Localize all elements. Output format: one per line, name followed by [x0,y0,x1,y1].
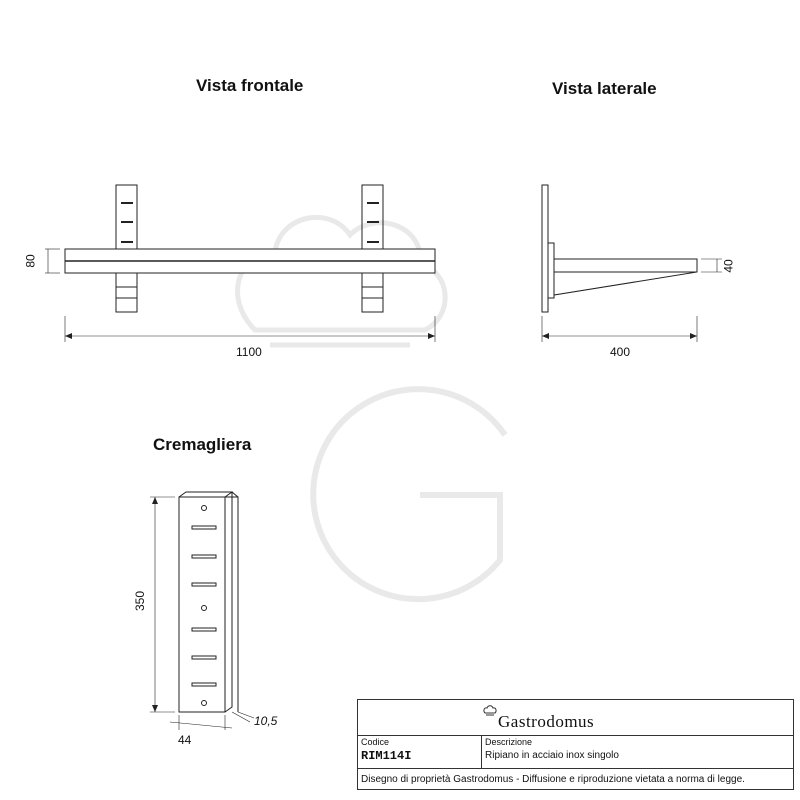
front-view [45,185,435,342]
copyright-notice: Disegno di proprietà Gastrodomus - Diffusione e riproduzione vietata a norma di legge. [361,774,745,785]
title-block-logo [358,700,793,736]
dim-front-width: 1100 [236,345,262,359]
code-value: RIM114I [361,749,412,763]
dim-rack-width: 44 [178,733,192,747]
rack-view-title: Cremagliera [153,435,252,454]
title-block-row [358,736,793,769]
side-view-title: Vista laterale [552,79,657,98]
description-value: Ripiano in acciaio inox singolo [485,750,619,761]
title-block [357,699,794,790]
watermark-logo [238,217,505,599]
code-cell [358,736,482,768]
code-label: Codice [361,737,390,747]
dim-side-depth: 400 [610,345,631,359]
side-view [542,185,722,342]
description-label: Descrizione [485,737,533,747]
dim-side-height: 40 [721,259,736,273]
front-view-title: Vista frontale [196,76,304,95]
brand-name: Gastrodomus [498,712,595,731]
chef-hat-icon [482,704,498,720]
rack-view [150,492,254,730]
dim-rack-height: 350 [133,590,148,612]
dim-rack-depth: 10,5 [254,714,278,728]
description-cell [482,736,793,768]
dim-front-height: 80 [23,254,38,268]
